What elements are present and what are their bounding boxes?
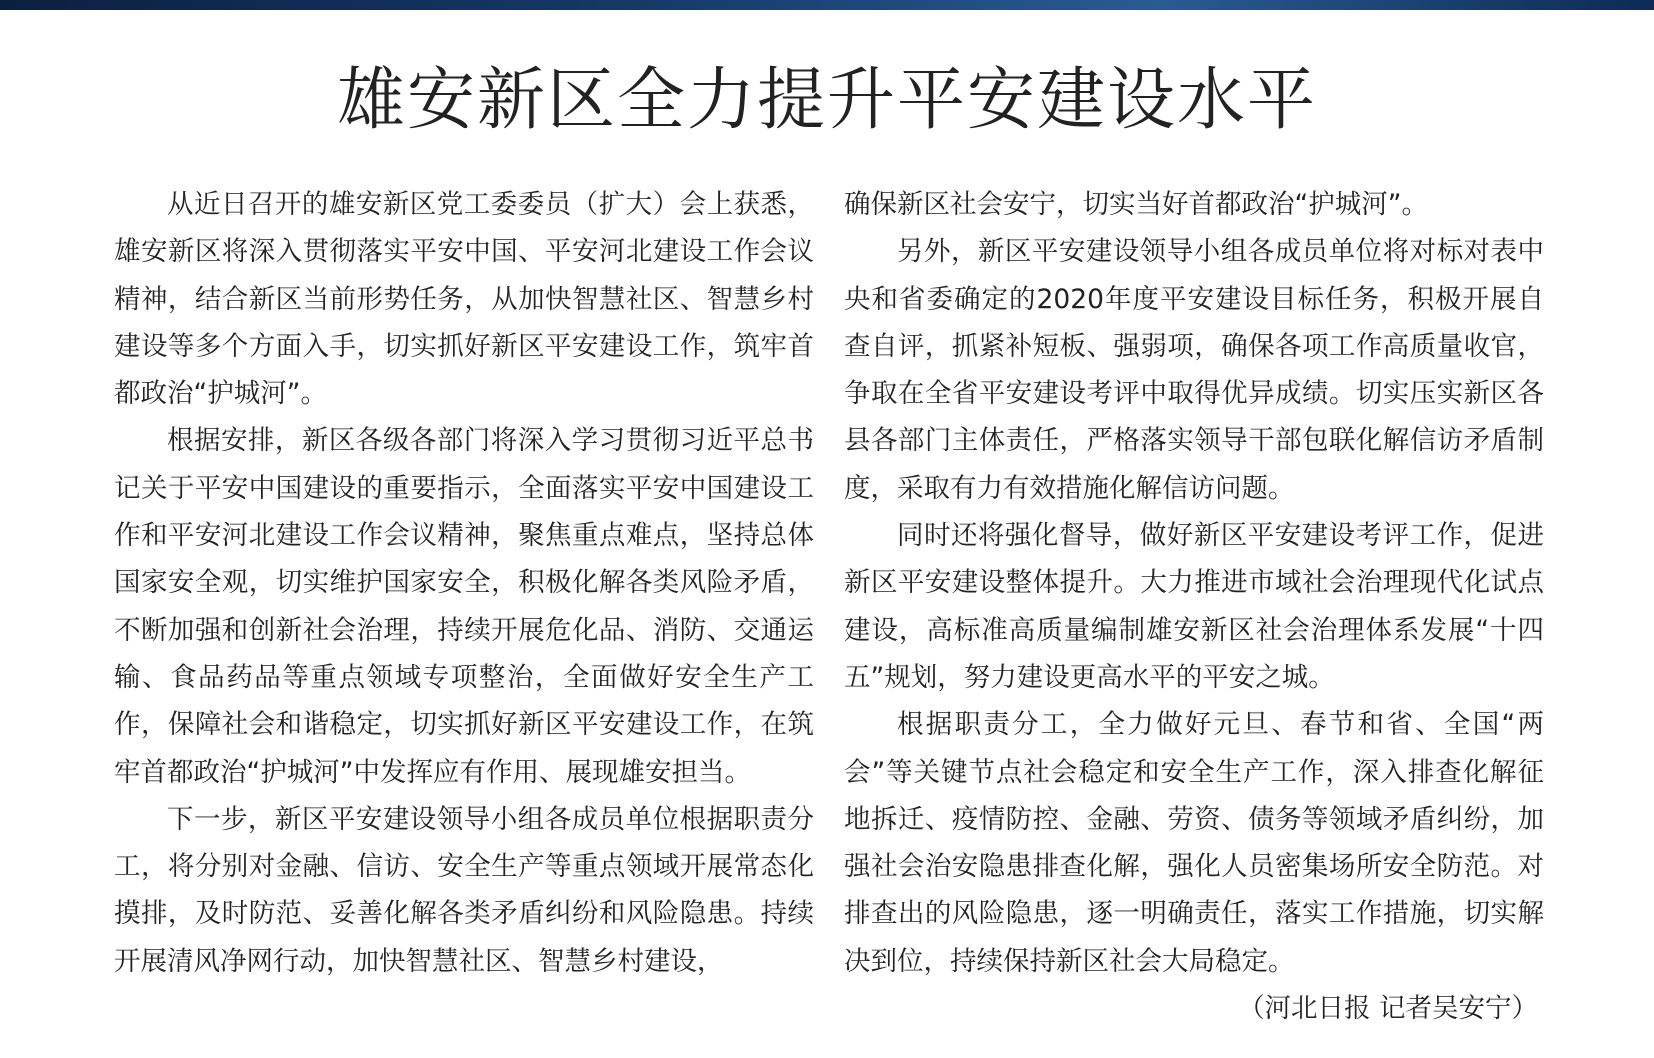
paragraph: 另外，新区平安建设领导小组各成员单位将对标对表中央和省委确定的2020年度平安建设目标任务，积极开展自查自评，抓紧补短板、强弱项，确保各项工作高质量收官，争取在全省平安建设考评中取得优异成绩。切实压实新区各县各部门主体责任，严格落实领导干部包联化解信访矛盾制度，采取有力有效措施化解信访问题。: [844, 236, 1544, 504]
paragraph: 根据职责分工，全力做好元旦、春节和省、全国“两会”等关键节点社会稳定和安全生产工作，深入排查化解征地拆迁、疫情防控、金融、劳资、债务等领域矛盾纠纷，加强社会治安隐患排查化解，强化人员密集场所安全防范。对排查出的风险隐患，逐一明确责任，落实工作措施，切实解决到位，持续保持新区社会大局稳定。: [844, 709, 1544, 977]
article-right-column: [844, 181, 1544, 1032]
paragraph: 从近日召开的雄安新区党工委委员（扩大）会上获悉，雄安新区将深入贯彻落实平安中国、平安河北建设工作会议精神，结合新区当前形势任务，从加快智慧社区、智慧乡村建设等多个方面入手，切实抓好新区平安建设工作，筑牢首都政治“护城河”。: [114, 189, 814, 410]
header-banner-bar: [0, 0, 1654, 10]
article-byline: （河北日报 记者吴安宁）: [1238, 993, 1538, 1025]
paragraph-continued: 确保新区社会安宁，切实当好首都政治“护城河”。: [844, 189, 1428, 220]
paragraph: 根据安排，新区各级各部门将深入学习贯彻习近平总书记关于平安中国建设的重要指示，全面落实平安中国建设工作和平安河北建设工作会议精神，聚焦重点难点，坚持总体国家安全观，切实维护国家安全，积极化解各类风险矛盾，不断加强和创新社会治理，持续开展危化品、消防、交通运输、食品药品等重点领域专项整治，全面做好安全生产工作，保障社会和谐稳定，切实抓好新区平安建设工作，在筑牢首都政治“护城河”中发挥应有作用、展现雄安担当。: [114, 425, 814, 788]
article-title: 雄安新区全力提升平安建设水平: [336, 61, 1317, 140]
paragraph: 下一步，新区平安建设领导小组各成员单位根据职责分工，将分别对金融、信访、安全生产等重点领域开展常态化摸排，及时防范、妥善化解各类矛盾纠纷和风险隐患。持续开展清风净网行动，加快智慧社区、智慧乡村建设，: [114, 803, 814, 977]
article-left-column: [114, 181, 814, 985]
paragraph: 同时还将强化督导，做好新区平安建设考评工作，促进新区平安建设整体提升。大力推进市域社会治理现代化试点建设，高标准高质量编制雄安新区社会治理体系发展“十四五”规划，努力建设更高水平的平安之城。: [844, 520, 1544, 693]
